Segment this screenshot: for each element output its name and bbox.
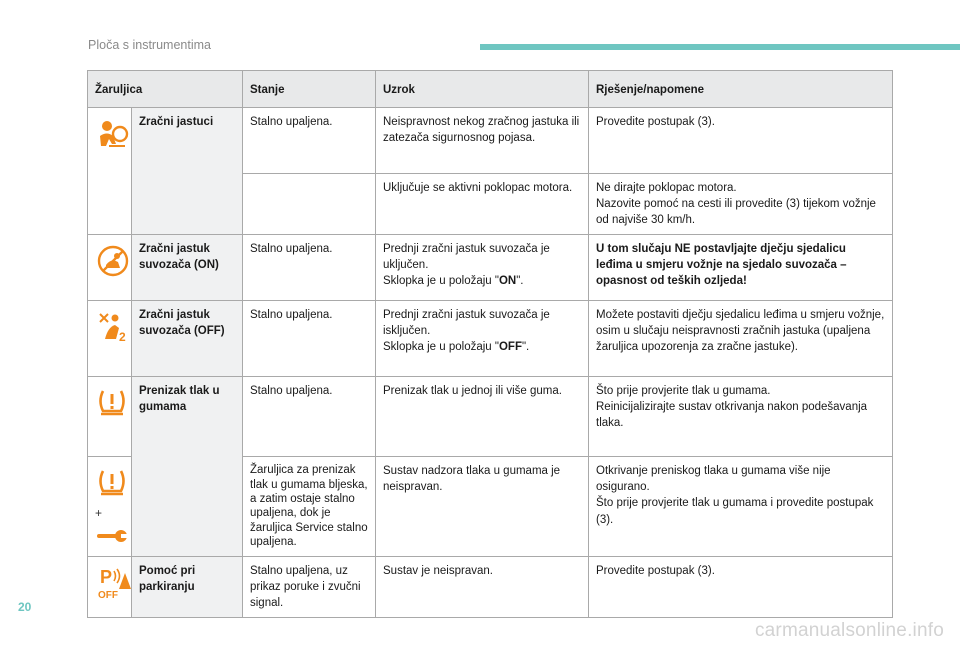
table-row (88, 377, 893, 457)
svg-text:P: P (100, 566, 113, 587)
parking-state: Stalno upaljena, uz prikaz poruke i zvučni signal. (243, 556, 376, 617)
airbag-on-cause (376, 235, 589, 301)
airbag-off-lamp-name: Zračni jastuk suvozača (OFF) (132, 301, 243, 377)
section-title: Ploča s instrumentima (88, 38, 211, 52)
airbag-warning-icon (95, 116, 131, 152)
parking-cause: Sustav je neispravan. (376, 556, 589, 617)
col-header-cause: Uzrok (376, 71, 589, 108)
col-header-lamp: Žaruljica (88, 71, 243, 108)
tyre-service-solution-line2: Što prije provjerite tlak u gumama i provedite postupak (3). (596, 497, 874, 526)
airbag-on-cause-line1: Prednji zračni jastuk suvozača je uključen. (383, 243, 550, 272)
airbag-bonnet-cause: Uključuje se aktivni poklopac motora. (376, 174, 589, 235)
airbag-off-lamp-cell (88, 301, 132, 377)
parking-lamp-cell (88, 556, 132, 617)
passenger-airbag-off-icon (95, 309, 131, 345)
airbag-state: Stalno upaljena. (243, 108, 376, 174)
passenger-airbag-on-icon (95, 243, 131, 279)
warning-lamps-table (87, 70, 893, 618)
airbag-on-lamp-name: Zračni jastuk suvozača (ON) (132, 235, 243, 301)
airbag-lamp-cell (88, 108, 132, 235)
tyre-solution-line2: Reinicijalizirajte sustav otkrivanja nakon podešavanja tlaka. (596, 401, 868, 430)
parking-lamp-name: Pomoć pri parkiranju (132, 556, 243, 617)
tyre-service-cause: Sustav nadzora tlaka u gumama je neispravan. (376, 457, 589, 556)
airbag-cause: Neispravnost nekog zračnog jastuka ili zatezača sigurnosnog pojasa. (376, 108, 589, 174)
table-row (88, 235, 893, 301)
airbag-on-state: Stalno upaljena. (243, 235, 376, 301)
tyre-state: Stalno upaljena. (243, 377, 376, 457)
airbag-bonnet-solution-line1: Ne dirajte poklopac motora. (596, 182, 737, 194)
switch-position-off: OFF (498, 341, 522, 354)
table-row (88, 556, 893, 617)
service-wrench-icon (95, 528, 129, 544)
tyre-pressure-icon (95, 465, 129, 499)
header-accent-bar (480, 44, 960, 50)
airbag-lamp-name: Zračni jastuci (132, 108, 243, 235)
airbag-off-solution: Možete postaviti dječju sjedalicu leđima u smjeru vožnje, osim u slučaju neispravnosti zračnih jastuka (upaljena žaruljica upozorenja za zračne jastuke). (589, 301, 893, 377)
airbag-bonnet-state (243, 174, 376, 235)
airbag-solution: Provedite postupak (3). (589, 108, 893, 174)
airbag-on-lamp-cell (88, 235, 132, 301)
col-header-state: Stanje (243, 71, 376, 108)
tyre-service-lamp-cell (88, 457, 132, 556)
airbag-off-state: Stalno upaljena. (243, 301, 376, 377)
svg-text:OFF: OFF (98, 589, 118, 601)
tyre-service-state: Žaruljica za prenizak tlak u gumama bljeska, a zatim ostaje stalno upaljena, dok je žaruljica Service stalno upaljena. (243, 457, 376, 556)
table-row (88, 301, 893, 377)
airbag-off-cause-line1: Prednji zračni jastuk suvozača je isključen. (383, 309, 550, 338)
parking-sensor-off-icon (95, 565, 135, 601)
svg-text:2: 2 (119, 330, 126, 345)
table-row (88, 108, 893, 174)
tyre-service-solution-line1: Otkrivanje preniskog tlaka u gumama više nije osigurano. (596, 465, 831, 494)
tyre-solution (589, 377, 893, 457)
airbag-bonnet-solution-line2: Nazovite pomoć na cesti ili provedite (3) tijekom vožnje od najviše 30 km/h. (596, 198, 876, 227)
airbag-bonnet-solution (589, 174, 893, 235)
airbag-off-cause (376, 301, 589, 377)
tyre-cause: Prenizak tlak u jednoj ili više guma. (376, 377, 589, 457)
tyre-service-solution (589, 457, 893, 556)
parking-solution: Provedite postupak (3). (589, 556, 893, 617)
airbag-off-cause-line2: Sklopka je u položaju "OFF". (383, 341, 530, 354)
switch-position-on: ON (498, 275, 517, 288)
table-header-row (88, 71, 893, 108)
tyre-lamp-name: Prenizak tlak u gumama (132, 377, 243, 556)
airbag-on-cause-line2: Sklopka je u položaju "ON". (383, 275, 524, 288)
col-header-solution: Rješenje/napomene (589, 71, 893, 108)
plus-sign: + (95, 506, 103, 521)
tyre-lamp-cell (88, 377, 132, 457)
tyre-solution-line1: Što prije provjerite tlak u gumama. (596, 385, 771, 398)
tyre-pressure-icon (95, 385, 129, 419)
page-number: 20 (18, 600, 32, 614)
watermark-text: carmanualsonline.info (754, 620, 944, 641)
airbag-on-solution: U tom slučaju NE postavljajte dječju sjedalicu leđima u smjeru vožnje na sjedalo suvozača – opasnost od teških ozljeda! (589, 235, 893, 301)
